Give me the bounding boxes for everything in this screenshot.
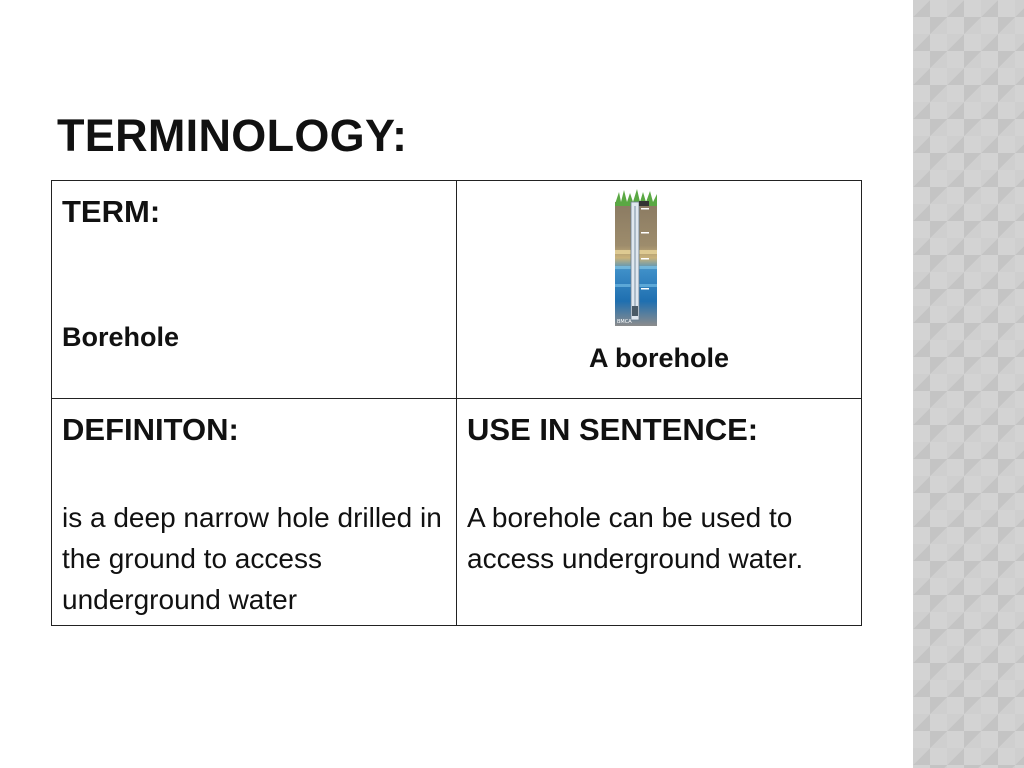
term-heading: TERM: xyxy=(62,194,161,229)
borehole-diagram-icon xyxy=(613,188,659,326)
sentence-cell xyxy=(457,399,862,626)
image-caption: A borehole xyxy=(588,343,729,373)
sentence-heading: USE IN SENTENCE: xyxy=(467,412,759,447)
definition-text: is a deep narrow hole drilled in the ground to access underground water xyxy=(62,502,442,615)
sentence-text: A borehole can be used to access underground water. xyxy=(467,502,804,574)
borehole-watermark: BMCA xyxy=(617,319,632,325)
term-value: Borehole xyxy=(62,322,180,352)
definition-heading: DEFINITON: xyxy=(62,412,239,447)
image-cell xyxy=(457,181,862,399)
definition-cell xyxy=(52,399,457,626)
decorative-side-pattern xyxy=(913,0,1024,768)
term-cell xyxy=(52,181,457,399)
page-title: TERMINOLOGY: xyxy=(57,110,408,161)
terminology-table xyxy=(51,180,862,626)
